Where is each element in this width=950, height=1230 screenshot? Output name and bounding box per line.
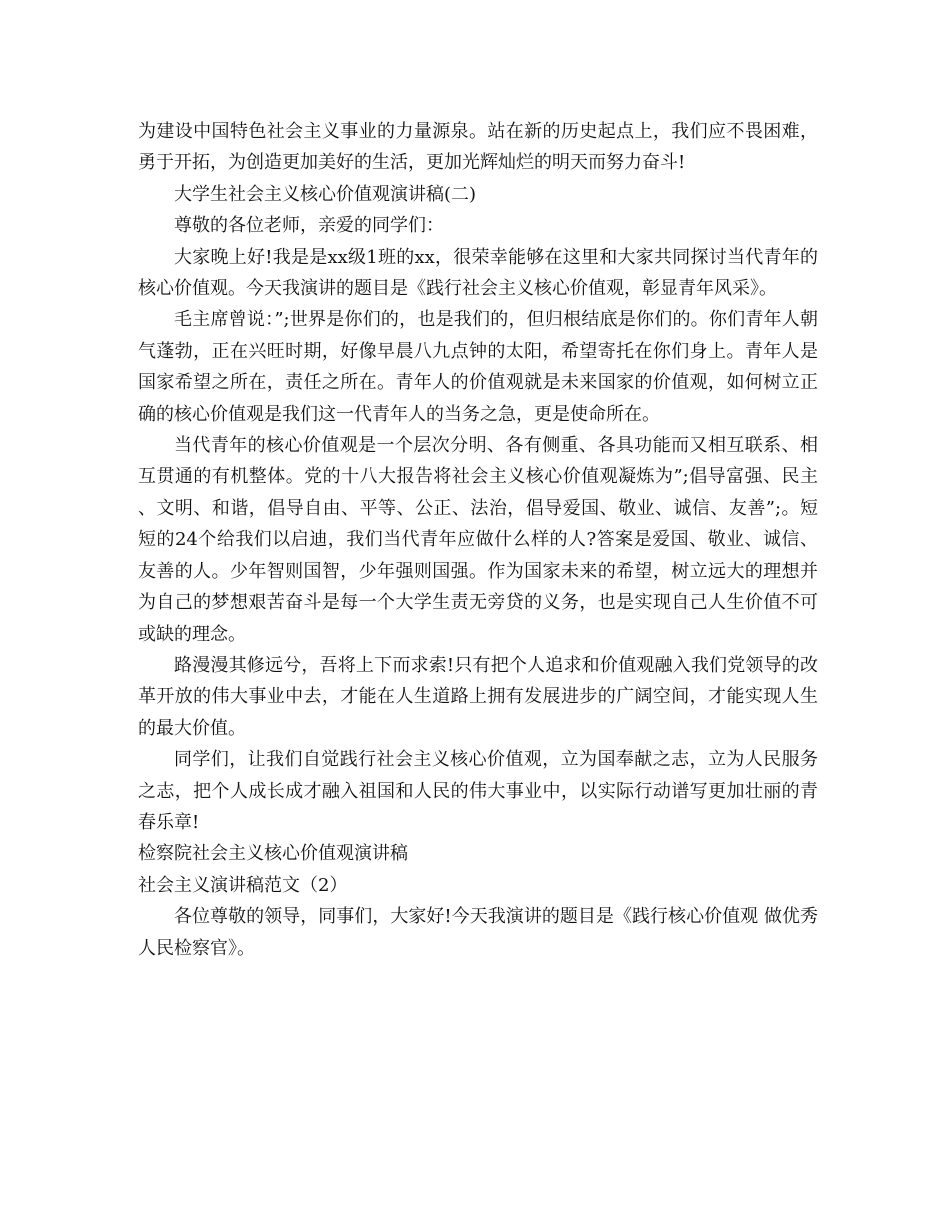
- paragraph-call-to-action: 同学们，让我们自觉践行社会主义核心价值观，立为国奉献之志，立为人民服务之志，把个人成长成才融入祖国和人民的伟大事业中，以实际行动谱写更加壮丽的青春乐章!: [138, 749, 818, 833]
- paragraph-long-road: 路漫漫其修远兮，吾将上下而求索!只有把个人追求和价值观融入我们党领导的改革开放的伟大事业中去，才能在人生道路上拥有发展进步的广阔空间，才能实现人生的最大价值。: [138, 654, 818, 739]
- paragraph-closing-line: 为建设中国特色社会主义事业的力量源泉。站在新的历史起点上，我们应不畏困难，勇于开拓，为创造更加美好的生活，更加光辉灿烂的明天而努力奋斗!: [138, 121, 818, 174]
- section-heading-procuratorate: 检察院社会主义核心价值观演讲稿: [138, 843, 408, 865]
- paragraph-salutation: 尊敬的各位老师，亲爱的同学们：: [174, 215, 444, 237]
- paragraph-opening: 各位尊敬的领导，同事们，大家好!今天我演讲的题目是《践行核心价值观 做优秀人民检察官》。: [138, 906, 818, 959]
- document-body: [138, 116, 818, 964]
- section-heading-sample-two: 社会主义演讲稿范文（2）: [138, 874, 348, 896]
- paragraph-greeting: 大家晚上好!我是是xx级1班的xx，很荣幸能够在这里和大家共同探讨当代青年的核心价值观。今天我演讲的题目是《践行社会主义核心价值观，彰显青年风采》。: [138, 246, 818, 300]
- paragraph-core-values: 当代青年的核心价值观是一个层次分明、各有侧重、各具功能而又相互联系、相互贯通的有机整体。党的十八大报告将社会主义核心价值观凝炼为”;倡导富强、民主、文明、和谐，倡导自由、平等、公正、法治，倡导爱国、敬业、诚信、友善”;。短短的24个给我们以启迪，我们当代青年应做什么样的人?答案是爱国、敬业、诚信、友善的人。少年智则国智，少年强则国强。作为国家未来的希望，树立远大的理想并为自己的梦想艰苦奋斗是每一个大学生责无旁贷的义务，也是实现自己人生价值不可或缺的理念。: [138, 435, 818, 645]
- paragraph-quote: 毛主席曾说：”;世界是你们的，也是我们的，但归根结底是你们的。你们青年人朝气蓬勃，正在兴旺时期，好像早晨八九点钟的太阳，希望寄托在你们身上。青年人是国家希望之所在，责任之所在。青年人的价值观就是未来国家的价值观，如何树立正确的核心价值观是我们这一代青年人的当务之急，更是使命所在。: [138, 309, 818, 425]
- section-heading-speech-two: 大学生社会主义核心价值观演讲稿(二): [174, 183, 477, 205]
